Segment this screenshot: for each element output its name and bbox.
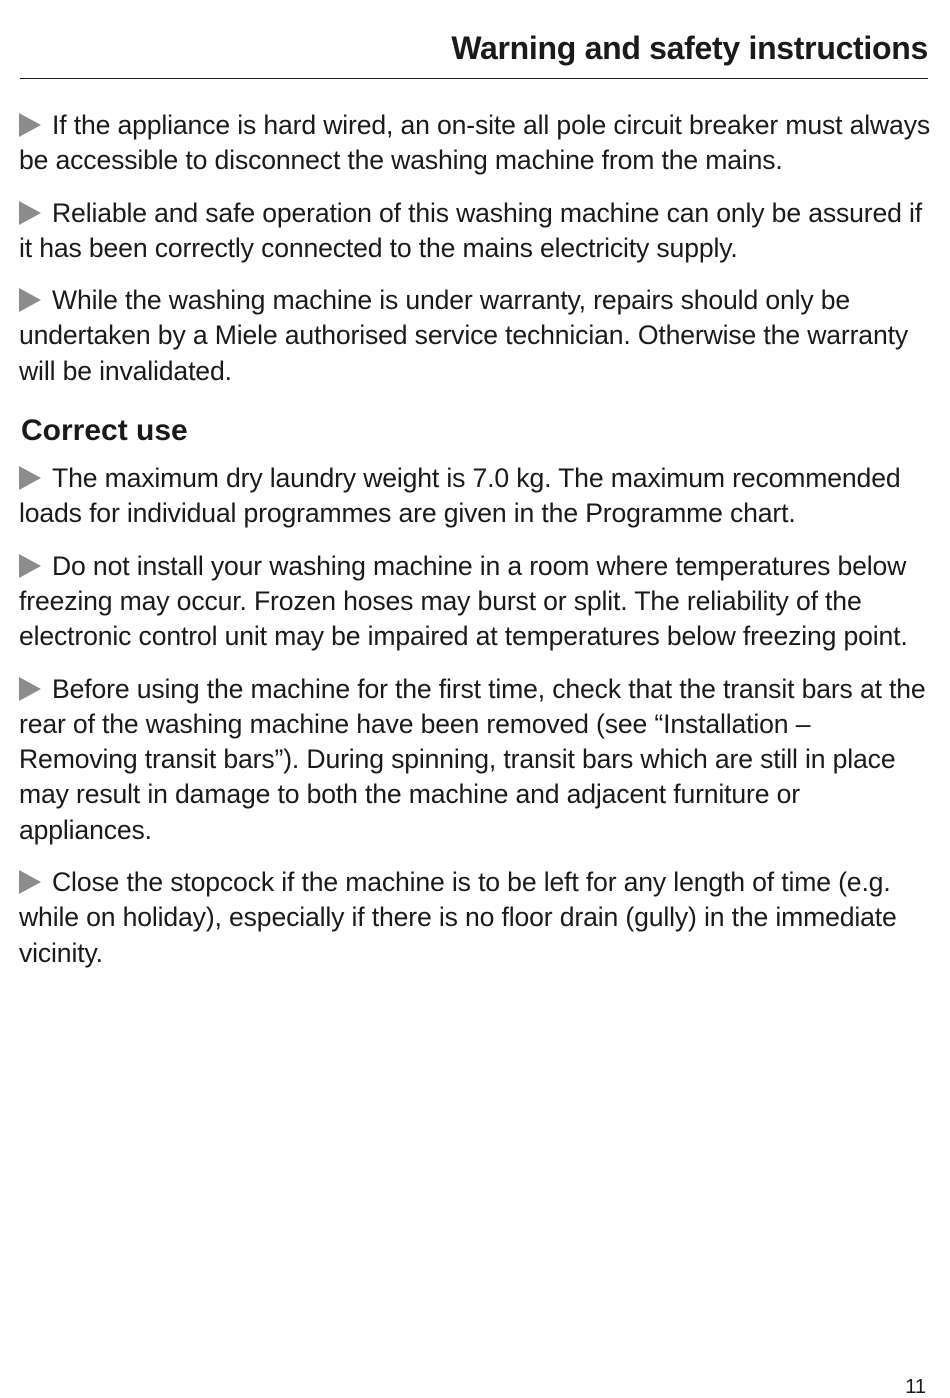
instruction-paragraph xyxy=(19,865,931,971)
instruction-text: Do not install your washing machine in a room where temperatures below freezing may occur. Frozen hoses may burst or split. The reliability of the electronic control unit may be impaired at temperatures below freezing point. xyxy=(19,550,908,652)
triangle-bullet-icon xyxy=(19,113,41,137)
triangle-bullet-icon xyxy=(19,677,41,701)
page-title: Warning and safety instructions xyxy=(451,30,928,66)
instruction-text: If the appliance is hard wired, an on-site all pole circuit breaker must always be accessible to disconnect the washing machine from the mains. xyxy=(19,110,930,176)
instruction-text: Close the stopcock if the machine is to be left for any length of time (e.g. while on holiday), especially if there is no floor drain (gully) in the immediate vicinity. xyxy=(19,867,897,968)
instruction-paragraph xyxy=(19,549,931,655)
triangle-bullet-icon xyxy=(19,466,41,490)
page-content xyxy=(19,108,931,988)
instruction-paragraph xyxy=(19,283,931,389)
triangle-bullet-icon xyxy=(19,288,41,312)
instruction-text: While the washing machine is under warranty, repairs should only be undertaken by a Miele authorised service technician. Otherwise the warranty will be invalidated. xyxy=(19,285,908,386)
instruction-text: The maximum dry laundry weight is 7.0 kg. The maximum recommended loads for individual programmes are given in the Programme chart. xyxy=(19,463,901,529)
triangle-bullet-icon xyxy=(19,554,41,578)
triangle-bullet-icon xyxy=(19,201,41,225)
triangle-bullet-icon xyxy=(19,870,41,894)
instruction-paragraph xyxy=(19,672,931,848)
section-heading-correct-use: Correct use xyxy=(21,414,188,448)
instruction-paragraph xyxy=(19,196,931,267)
page-header xyxy=(20,28,928,79)
page-number: 11 xyxy=(905,1376,926,1398)
instruction-text: Before using the machine for the first time, check that the transit bars at the rear of the washing machine have been removed (see “Installation – Removing transit bars”). During spinning, transit bars which are still in place may result in damage to both the machine and adjacent furniture or appliances. xyxy=(19,673,926,845)
instruction-paragraph xyxy=(19,108,931,179)
instruction-text: Reliable and safe operation of this washing machine can only be assured if it has been correctly connected to the mains electricity supply. xyxy=(19,197,922,263)
instruction-paragraph xyxy=(19,461,931,532)
